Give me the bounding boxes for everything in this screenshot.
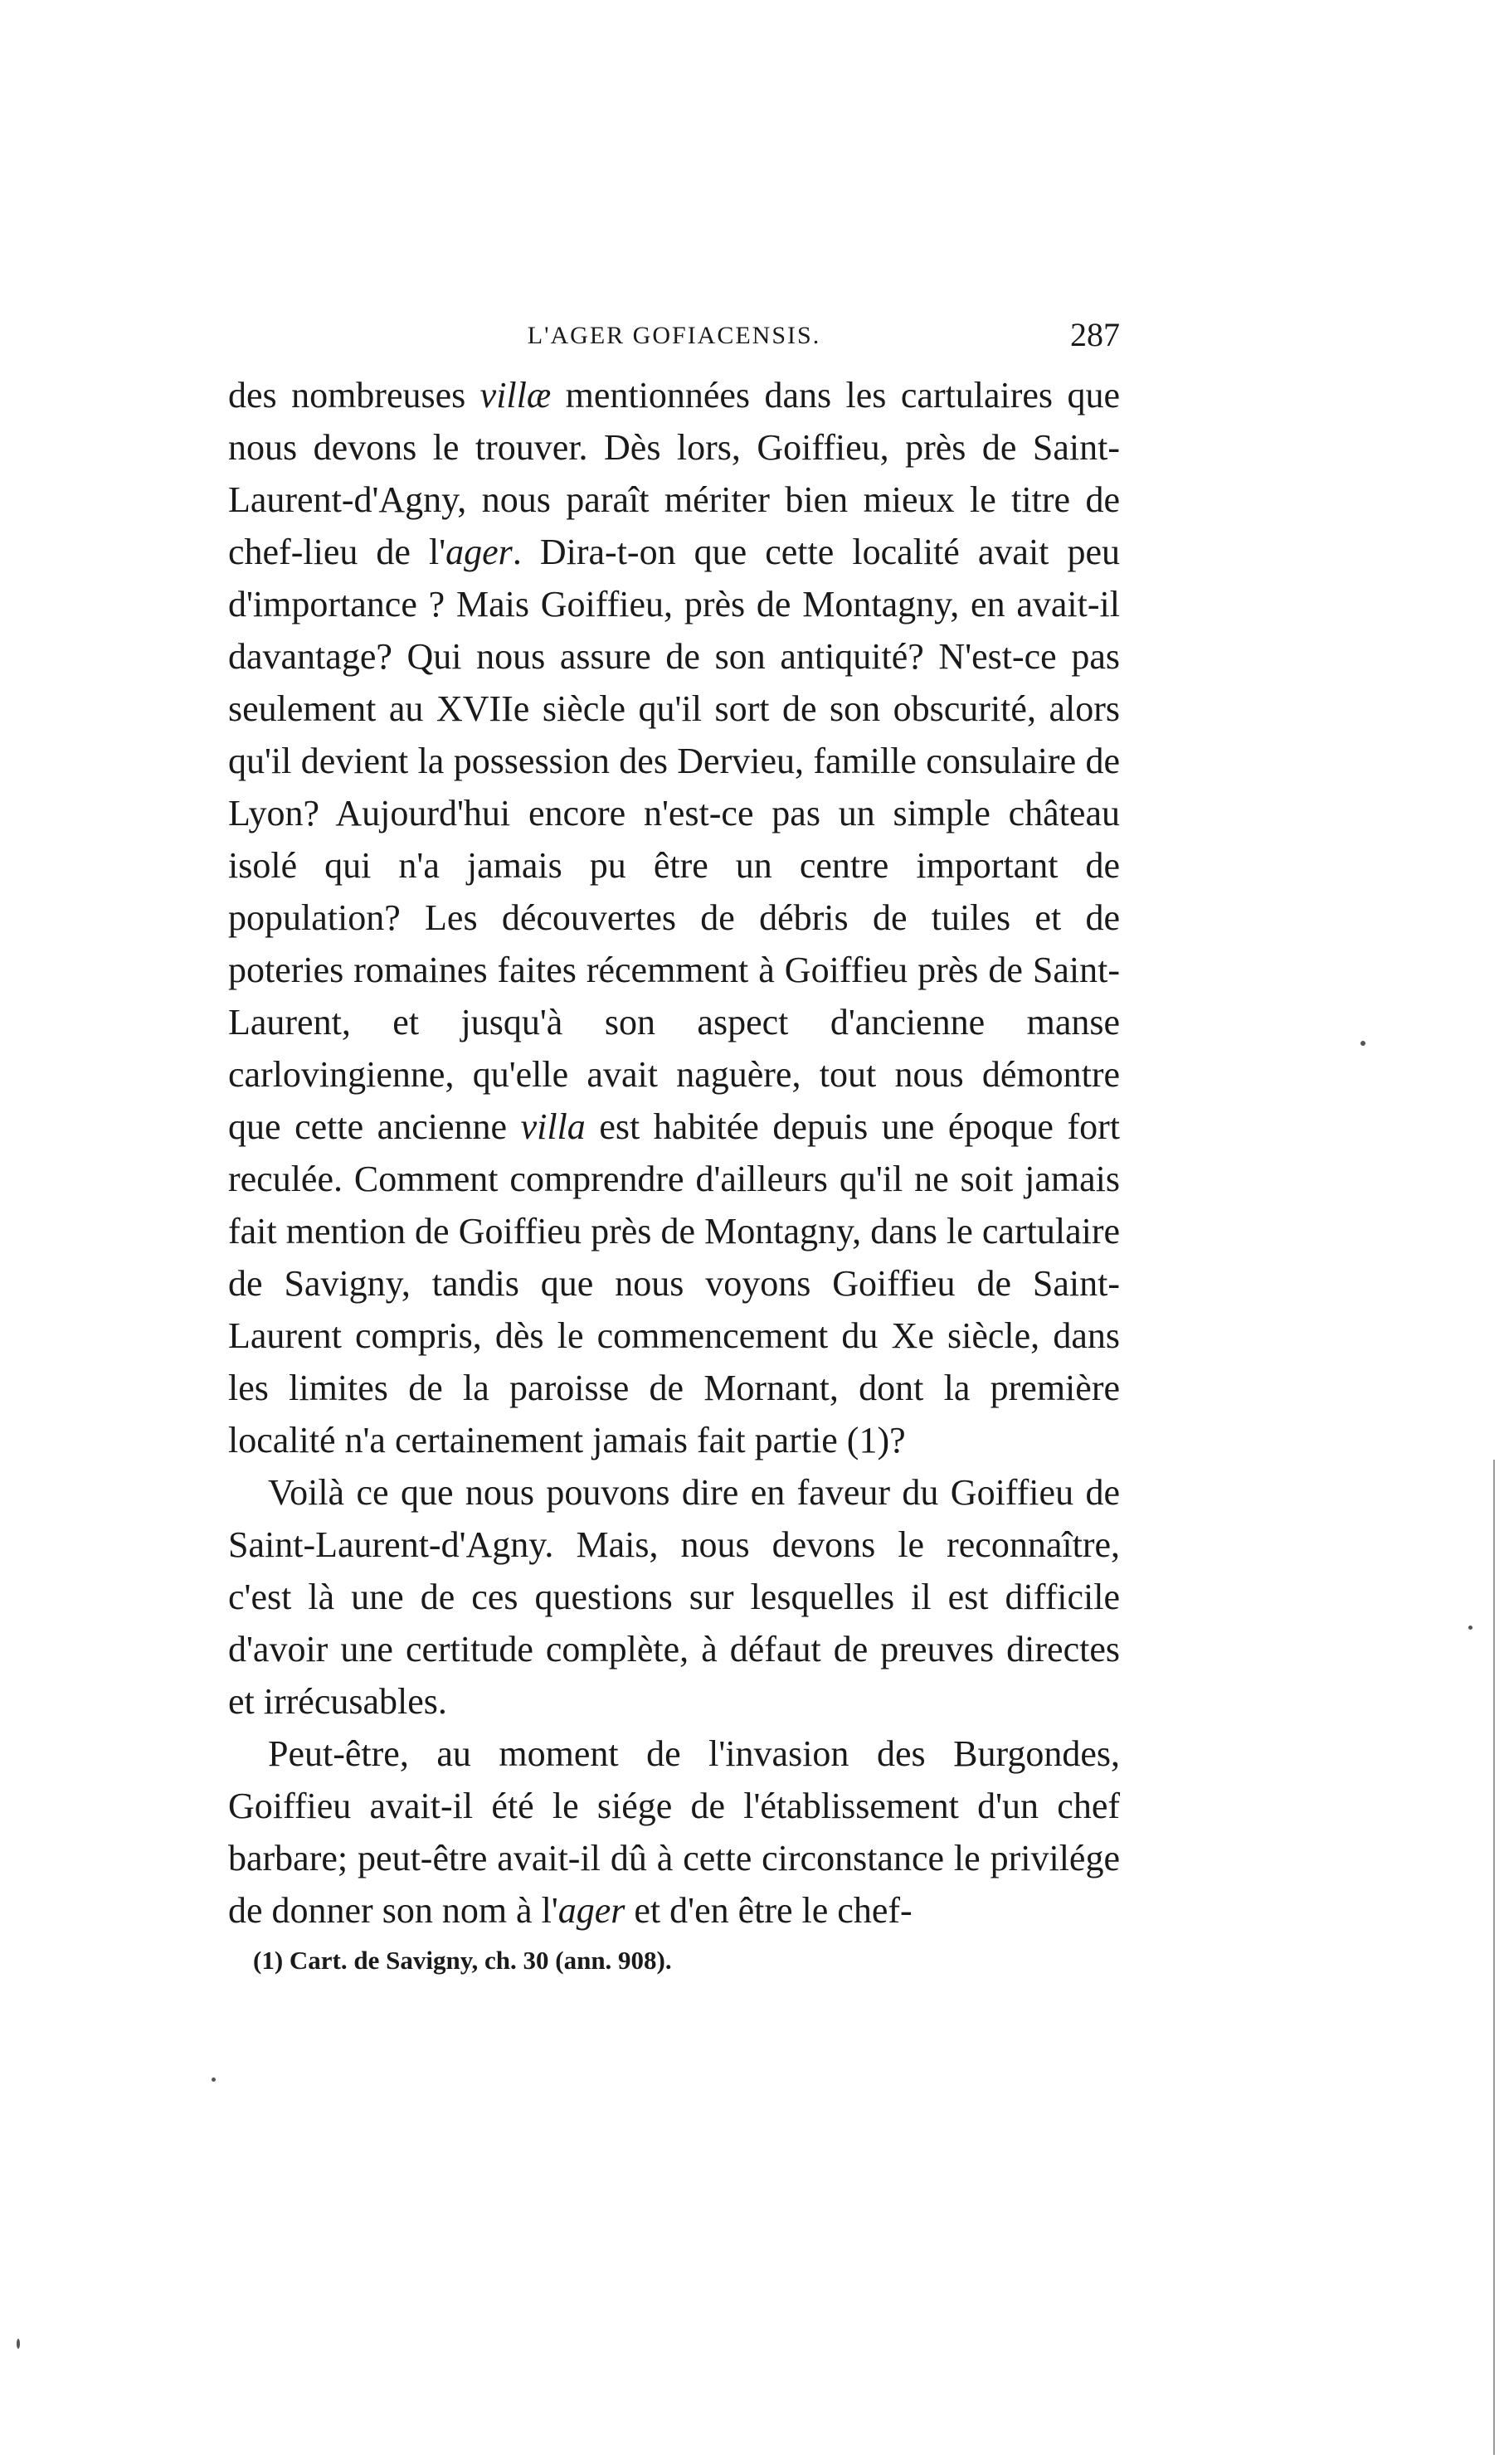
footnote: (1) Cart. de Savigny, ch. 30 (ann. 908). xyxy=(253,1946,672,1975)
text-run: et d'en être le chef- xyxy=(625,1890,913,1931)
text-run: Voilà ce que nous pouvons dire en faveur du Goiffieu de Saint-Laurent-d'Agny. Mais, nous devons le reconnaître, c'est là une de ces questions sur lesquelles il est difficile d'avoir une certitude complète, à défaut de preuves directes et irrécusables. xyxy=(228,1472,1120,1722)
running-title: L'AGER GOFIACENSIS. xyxy=(527,322,821,349)
scan-speck xyxy=(212,2078,216,2082)
page-number: 287 xyxy=(1070,316,1120,353)
paragraph-3 xyxy=(228,1728,1120,1937)
italic-term: villa xyxy=(520,1106,586,1147)
scan-edge-line xyxy=(1493,1460,1495,2455)
scan-speck xyxy=(1360,1041,1365,1046)
page-header xyxy=(228,315,1120,365)
scan-speck xyxy=(17,2339,20,2349)
text-run: . Dira-t-on que cette localité avait peu d'importance ? Mais Goiffieu, près de Montagny, en avait-il davantage? Qui nous assure de son antiquité? N'est-ce pas seulement au XVIIe siècle qu'il sort de son obscurité, alors qu'il devient la possession des Dervieu, famille consulaire de Lyon? Aujourd'hui encore n'est-ce pas un simple château isolé qui n'a jamais pu être un centre important de population? Les découvertes de débris de tuiles et de poteries romaines faites récemment à Goiffieu près de Saint-Laurent, et jusqu'à son aspect d'ancienne manse carlovingienne, qu'elle avait naguère, tout nous démontre que cette ancienne xyxy=(228,532,1120,1147)
italic-term: villæ xyxy=(479,375,552,416)
paragraph-1 xyxy=(228,369,1120,1466)
text-run: est habitée depuis une époque fort reculée. Comment comprendre d'ailleurs qu'il ne soit jamais fait mention de Goiffieu près de Montagny, dans le cartulaire de Savigny, tandis que nous voyons Goiffieu de Saint-Laurent compris, dès le commencement du Xe siècle, dans les limites de la paroisse de Mornant, dont la première localité n'a certainement jamais fait partie (1)? xyxy=(228,1106,1120,1460)
paragraph-2 xyxy=(228,1466,1120,1728)
text-run: des nombreuses xyxy=(228,375,480,416)
italic-term: ager xyxy=(557,1890,625,1931)
body-text xyxy=(228,369,1120,1937)
italic-term: ager xyxy=(445,532,513,572)
text-run: Peut-être, au moment de l'invasion des Burgondes, Goiffieu avait-il été le siége de l'établissement d'un chef barbare; peut-être avait-il dû à cette circonstance le privilége de donner son nom à l' xyxy=(228,1733,1120,1931)
scan-speck xyxy=(1468,1626,1472,1630)
text-run: mentionnées dans les cartulaires que nous devons le trouver. Dès lors, Goiffieu, près de Saint-Laurent-d'Agny, nous paraît mériter bien mieux le titre de chef-lieu de l' xyxy=(228,375,1120,572)
